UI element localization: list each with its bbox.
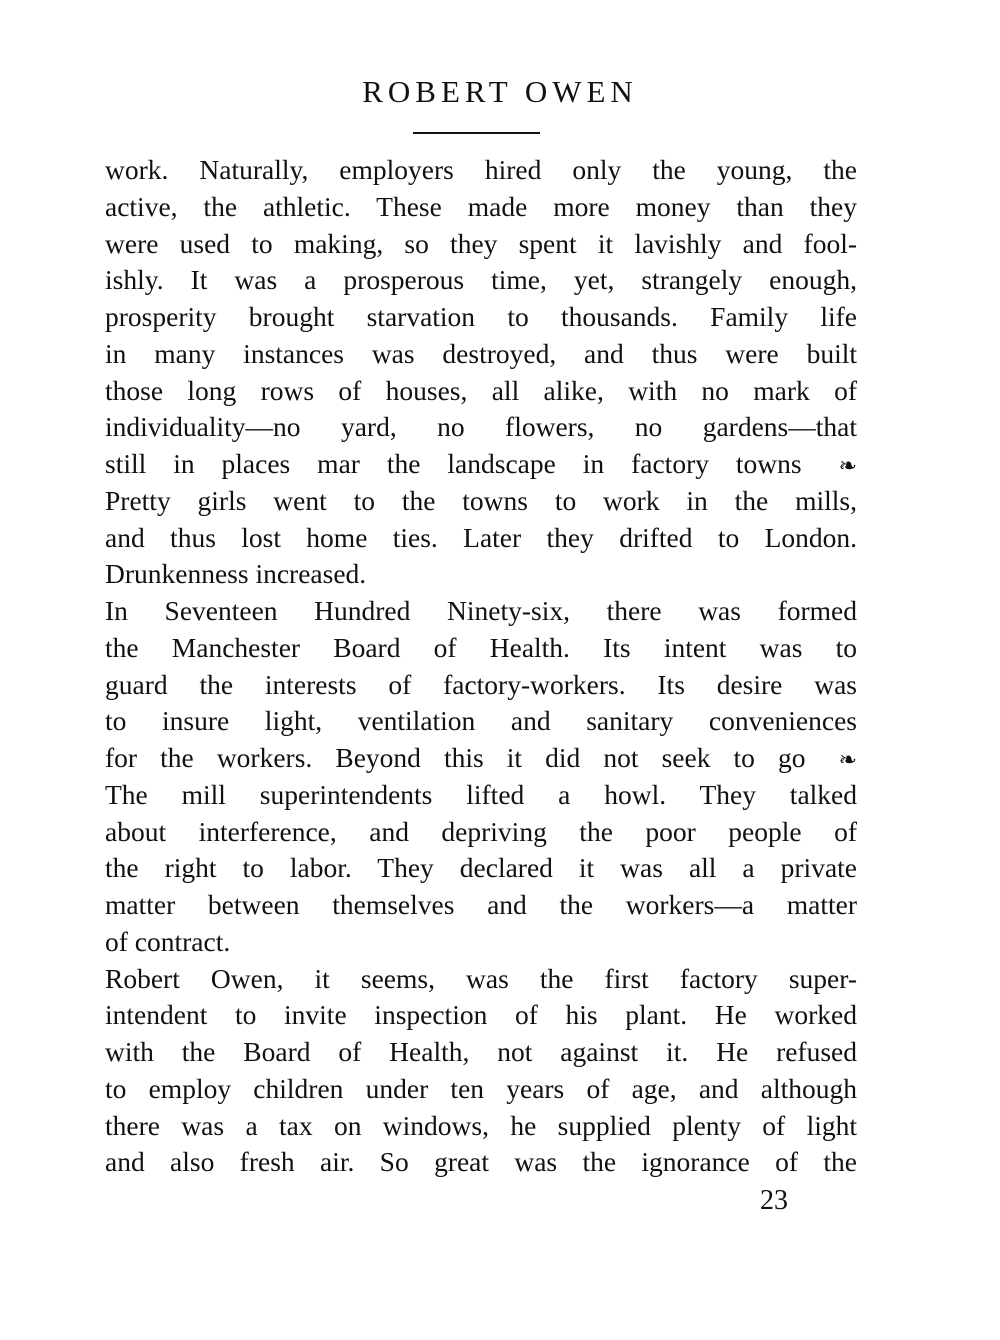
text-line [105,630,857,667]
text-line-content: work. Naturally, employers hired only the young, the [105,154,857,185]
text-line [105,226,857,263]
text-line [105,1034,857,1071]
text-line [105,556,857,593]
header-rule [413,132,540,134]
body-text [105,152,857,1181]
text-line [105,997,857,1034]
text-line [105,1071,857,1108]
text-line-content: and thus lost home ties. Later they drifted to London. [105,521,857,553]
text-line-content: the Manchester Board of Health. Its intent was to [105,631,857,663]
text-line [105,667,857,704]
text-line [105,887,857,924]
text-line-content: and also fresh air. So great was the ignorance of the [105,1146,857,1178]
text-line-content: for the workers. Beyond this it did not seek to go [105,742,806,773]
text-line-content: in many instances was destroyed, and thus were built [105,337,857,369]
text-line [105,446,857,483]
text-line-content: the right to labor. They declared it was all a private [105,852,857,884]
text-line-content: to employ children under ten years of age, and although [105,1072,857,1104]
page-number: 23 [760,1185,788,1216]
text-line-content: Drunkenness increased. [105,558,367,590]
text-line-content: In Seventeen Hundred Ninety-six, there was formed [105,595,857,626]
text-line-content: those long rows of houses, all alike, with no mark of [105,374,857,406]
text-line [105,593,857,630]
text-line [105,189,857,226]
ornament-icon: ❧ [838,453,858,478]
text-line-content: prosperity brought starvation to thousands. Family life [105,301,857,332]
text-line-content: ishly. It was a prosperous time, yet, strangely enough, [105,264,857,296]
text-line-content: were used to making, so they spent it lavishly and fool- [105,227,857,259]
text-line-content: active, the athletic. These made more money than they [105,190,857,222]
text-line-content: Robert Owen, it seems, was the first factory super- [105,962,857,994]
text-line-content: of contract. [105,925,231,957]
text-line [105,850,857,887]
text-line [105,1144,857,1181]
text-line [105,520,857,557]
text-line [105,336,857,373]
text-line-content: guard the interests of factory-workers. Its desire was [105,668,857,700]
text-line-content: The mill superintendents lifted a howl. They talked [105,778,857,810]
text-line-content: still in places mar the landscape in factory towns [105,448,802,479]
text-line-content: about interference, and depriving the poor people of [105,815,857,847]
text-line-content: to insure light, ventilation and sanitary conveniences [105,705,857,737]
text-line-content: individuality—no yard, no flowers, no gardens—that [105,411,857,443]
text-line [105,703,857,740]
text-line [105,262,857,299]
text-line [105,961,857,998]
text-line-content: intendent to invite inspection of his plant. He worked [105,999,857,1031]
text-line [105,740,857,777]
text-line [105,814,857,851]
text-line [105,373,857,410]
running-head: ROBERT OWEN [362,74,638,109]
text-line-content: Pretty girls went to the towns to work in the mills, [105,484,857,516]
text-line [105,777,857,814]
text-line-content: there was a tax on windows, he supplied plenty of light [105,1109,857,1141]
text-line [105,924,857,961]
text-line-content: matter between themselves and the workers—a matter [105,889,857,920]
text-line [105,1108,857,1145]
text-line [105,483,857,520]
text-line [105,299,857,336]
ornament-icon: ❧ [838,747,857,772]
text-line [105,409,857,446]
text-line [105,152,857,189]
text-line-content: with the Board of Health, not against it. He refused [105,1036,857,1067]
